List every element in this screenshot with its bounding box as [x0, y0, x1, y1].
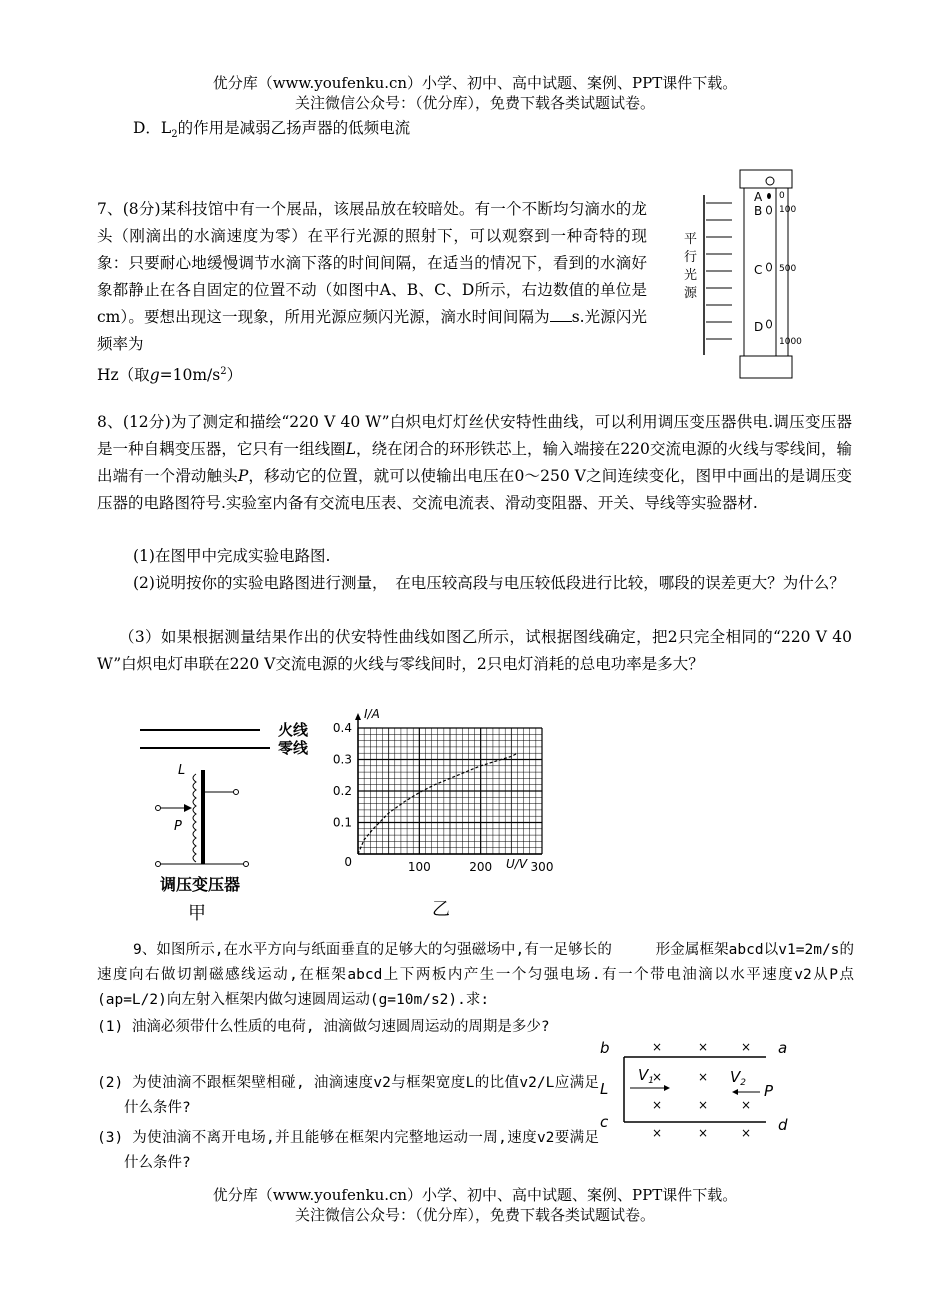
- field-cross: ×: [741, 1040, 752, 1054]
- neutral-label: 零线: [278, 739, 309, 757]
- point-b: B: [754, 204, 763, 218]
- scale-100: 100: [779, 205, 797, 215]
- scale-500: 500: [779, 264, 797, 274]
- footer-line-2: 关注微信公众号：（优分库），免费下载各类试题试卷。: [294, 1206, 655, 1224]
- field-cross: ×: [652, 1040, 663, 1054]
- v2-arrowhead: [732, 1089, 738, 1095]
- drop-a: [767, 193, 771, 199]
- header-line-2: 关注微信公众号：（优分库），免费下载各类试题试卷。: [294, 94, 655, 112]
- field-cross: ×: [698, 1070, 709, 1084]
- label-p: P: [764, 1082, 774, 1100]
- fig-yi-chart: [320, 708, 580, 923]
- caption-yi: 乙: [432, 899, 450, 920]
- point-c: C: [754, 263, 763, 277]
- x-tick-label: 300: [530, 860, 554, 874]
- fig-jia: [130, 712, 330, 927]
- slider-terminal: [156, 806, 161, 811]
- scale-0: 0: [779, 191, 785, 201]
- v1-arrowhead: [664, 1085, 670, 1091]
- light-label-2: 光: [684, 268, 698, 283]
- coil: [193, 774, 196, 862]
- caption-jia: 甲: [188, 903, 206, 924]
- q8-sub1: (1)在图甲中完成实验电路图.: [133, 547, 331, 565]
- output-terminal: [234, 790, 239, 795]
- y-tick-label: 0.2: [332, 784, 352, 798]
- field-cross: ×: [698, 1040, 709, 1054]
- slider-arrow: [184, 804, 192, 812]
- q8-sub2: (2)说明按你的实验电路图进行测量， 在电压较高段与电压较低段进行比较，哪段的误差更大？为什么？: [133, 574, 845, 592]
- label-v2: $V_2$: [730, 1068, 746, 1088]
- q9-item-3: (3) 为使油滴不离开电场,并且能够在框架内完整地运动一周,速度v2要满足什么条件?: [97, 1130, 599, 1171]
- y-tick-label: 0.4: [332, 721, 352, 735]
- header-line-1: 优分库（www.youfenku.cn）小学、初中、高中试题、案例、PPT课件下载。: [212, 74, 738, 92]
- point-d: D: [754, 320, 764, 334]
- y-axis-label: I/A: [364, 708, 380, 721]
- label-l: L: [600, 1080, 609, 1098]
- field-cross: ×: [741, 1098, 752, 1112]
- coil-l-label: L: [178, 763, 186, 778]
- q6-option-d: D．$L_2$的作用是减弱乙扬声器的低频电流: [133, 119, 411, 141]
- footer-line-1: 优分库（www.youfenku.cn）小学、初中、高中试题、案例、PPT课件下载。: [212, 1186, 738, 1204]
- label-d: d: [778, 1116, 788, 1134]
- q7-text: 7、(8分)某科技馆中有一个展品，该展品放在较暗处。有一个不断均匀滴水的龙头（刚滴出的水滴速度为零）在平行光源的照射下，可以观察到一种奇特的现象：只要耐心地缓慢调节水滴下落的时间间隔，在适当的情况下，看到的水滴好象都静止在各自固定的位置不动（如图中A、B、C、D所示，右边数值的单位是cm）。要想出现这一现象，所用光源应频闪光源，滴水时间间隔为 s.光源闪光频率为 Hz（取$g=10m/s^2$）: [97, 200, 647, 385]
- q7-figure: [672, 165, 812, 385]
- device-label: 调压变压器: [160, 875, 241, 894]
- light-label-3: 源: [684, 286, 698, 301]
- field-cross: ×: [652, 1070, 663, 1084]
- label-v1: $V_1$: [638, 1066, 654, 1086]
- light-rays: [706, 203, 732, 339]
- x-tick-label: 200: [469, 860, 493, 874]
- y-tick-label: 0: [344, 855, 352, 869]
- q8-sub3: （3）如果根据测量结果作出的伏安特性曲线如图乙所示，试根据图线确定，把2只完全相同的“220 V 40 W”白炽电灯串联在220 V交流电源的火线与零线间时，2只电灯消耗的总电功率是多大？: [97, 628, 852, 673]
- bottom-terminal-left: [156, 862, 161, 867]
- scale-1000: 1000: [779, 337, 802, 347]
- light-label-1: 行: [684, 250, 698, 265]
- bottom-terminal-right: [244, 862, 249, 867]
- q9-figure: [590, 1030, 810, 1145]
- q9-item-2: (2) 为使油滴不跟框架壁相碰, 油滴速度v2与框架宽度L的比值v2/L应满足什么条件?: [97, 1075, 599, 1116]
- y-axis-arrow: [355, 713, 361, 720]
- live-label: 火线: [278, 721, 309, 739]
- x-tick-label: 100: [407, 860, 431, 874]
- y-tick-label: 0.3: [332, 752, 352, 767]
- tube-bottom-cap: [740, 356, 792, 378]
- x-axis-label: U/V: [506, 857, 528, 871]
- light-label-0: 平: [684, 232, 698, 247]
- label-a: a: [778, 1039, 788, 1057]
- slider-p-label: P: [174, 819, 182, 834]
- field-cross: ×: [698, 1126, 709, 1140]
- field-cross: ×: [741, 1126, 752, 1140]
- label-c: c: [600, 1113, 609, 1131]
- q9-item-1: (1) 油滴必须带什么性质的电荷, 油滴做匀速圆周运动的周期是多少?: [97, 1019, 550, 1035]
- chart-grid: [355, 713, 542, 854]
- q9-intro: 9、如图所示,在水平方向与纸面垂直的足够大的匀强磁场中,有一足够长的 形金属框架abcd以v1=2m/s的速度向右做切割磁感线运动,在框架abcd上下两板内产生一个匀强电场.有一个带电油滴以水平速度v2从P点(ap=L/2)向左射入框架内做匀速圆周运动(g=10m/s2).求:: [97, 942, 854, 1008]
- field-cross: ×: [652, 1098, 663, 1112]
- field-cross: ×: [698, 1098, 709, 1112]
- point-a: A: [754, 190, 763, 204]
- label-b: b: [600, 1039, 610, 1057]
- field-cross: ×: [652, 1126, 663, 1140]
- q8-intro: 8、(12分)为了测定和描绘“220 V 40 W”白炽电灯灯丝伏安特性曲线，可以利用调压变压器供电.调压变压器是一种自耦变压器，它只有一组线圈L，绕在闭合的环形铁芯上，输入端接在220交流电源的火线与零线间，输出端有一个滑动触头P，移动它的位置，就可以使输出电压在0～250 V之间连续变化，图甲中画出的是调压变压器的电路图符号.实验室内备有交流电压表、交流电流表、滑动变阻器、开关、导线等实验器材.: [97, 413, 852, 512]
- y-tick-label: 0.1: [332, 815, 352, 830]
